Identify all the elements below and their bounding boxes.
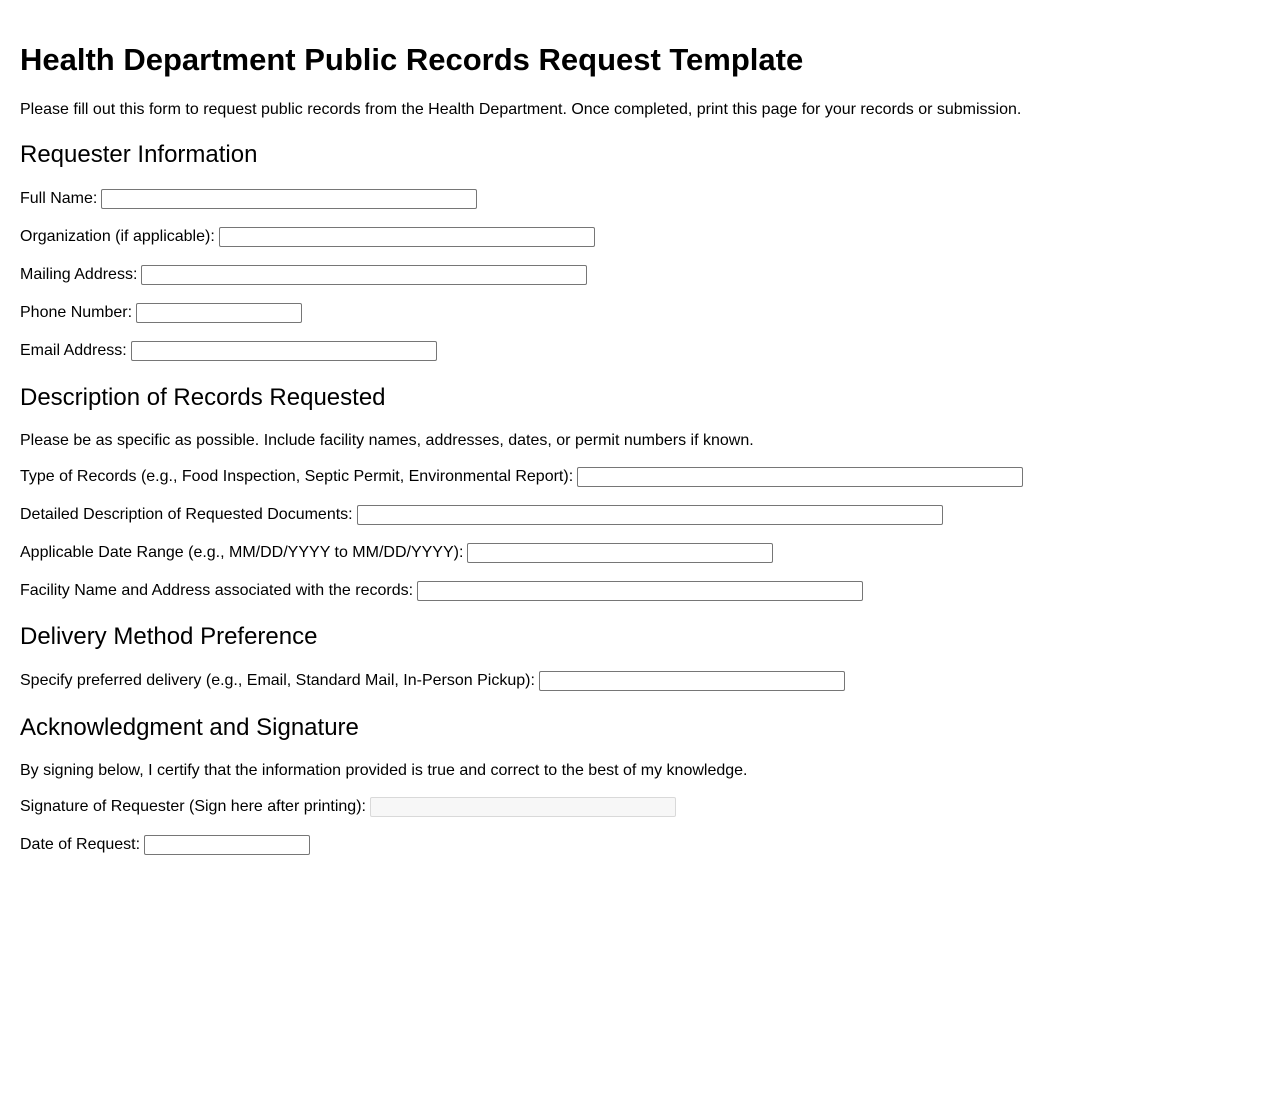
intro-text [20,100,1021,120]
request-date-input[interactable] [144,835,310,855]
mailing-address-input[interactable] [141,265,587,285]
full-name-input[interactable] [101,189,477,209]
records-note [20,431,754,451]
facility-input[interactable] [417,581,863,601]
phone-input[interactable] [136,303,302,323]
phone-row [20,303,302,323]
delivery-pref-input[interactable] [539,671,845,691]
date-range-input[interactable] [467,543,773,563]
records-type-row [20,467,1023,487]
signature-input [370,797,676,817]
section-heading-delivery: Delivery Method Preference [20,623,318,650]
full-name-label: Full Name: [20,190,98,207]
organization-row [20,227,595,247]
organization-input[interactable] [219,227,595,247]
ack-statement [20,761,748,781]
records-type-label: Type of Records (e.g., Food Inspection, Septic Permit, Environmental Report): [20,468,574,485]
facility-row [20,581,863,601]
request-date-row [20,835,310,855]
delivery-pref-row [20,671,845,691]
date-range-label: Applicable Date Range (e.g., MM/DD/YYYY to MM/DD/YYYY): [20,544,464,561]
section-heading-ack: Acknowledgment and Signature [20,714,359,741]
signature-row [20,797,676,817]
request-date-label: Date of Request: [20,836,141,853]
records-type-input[interactable] [577,467,1023,487]
email-input[interactable] [131,341,437,361]
email-row [20,341,437,361]
organization-label: Organization (if applicable): [20,228,215,245]
email-label: Email Address: [20,342,127,359]
mailing-address-row [20,265,587,285]
full-name-row [20,189,477,209]
section-heading-records: Description of Records Requested [20,384,386,411]
delivery-pref-label: Specify preferred delivery (e.g., Email, Standard Mail, In-Person Pickup): [20,672,535,689]
ack-statement-text: By signing below, I certify that the information provided is true and correct to the best of my knowledge. [20,762,748,779]
records-detail-label: Detailed Description of Requested Documents: [20,506,353,523]
date-range-row [20,543,773,563]
records-detail-input[interactable] [357,505,943,525]
phone-label: Phone Number: [20,304,133,321]
facility-label: Facility Name and Address associated with the records: [20,582,414,599]
intro-text-content: Please fill out this form to request public records from the Health Department. Once completed, print this page for your records or submission. [20,101,1022,118]
records-note-text: Please be as specific as possible. Include facility names, addresses, dates, or permit numbers if known. [20,432,754,449]
records-detail-row [20,505,943,525]
signature-label: Signature of Requester (Sign here after printing): [20,798,366,815]
section-heading-requester: Requester Information [20,141,258,168]
mailing-address-label: Mailing Address: [20,266,138,283]
page-title: Health Department Public Records Request Template [20,42,804,77]
